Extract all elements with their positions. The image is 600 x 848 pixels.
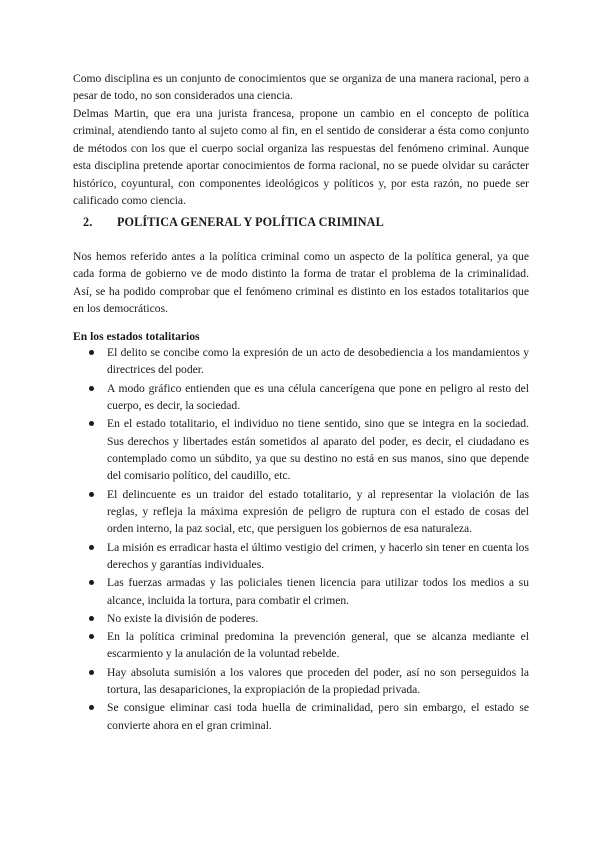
bullet-text: En el estado totalitario, el individuo no tiene sentido, sino que se integra en la sociedad. Sus derechos y libertades están sometidos al aparato del poder, es decir, el ciudadano es contemplado como un súbdito, ya que su destino no está en sus manos, sino que depende del comisario político, del caudillo, etc. [107, 417, 529, 483]
bullet-item [73, 628, 529, 663]
bullet-icon [89, 616, 94, 621]
bullet-icon [89, 705, 94, 710]
bullet-text: Las fuerzas armadas y las policiales tienen licencia para utilizar todos los medios a su alcance, incluida la tortura, para combatir el crimen. [107, 576, 529, 607]
bullet-text: La misión es erradicar hasta el último vestigio del crimen, y hacerlo sin tener en cuenta los derechos y garantías individuales. [107, 540, 529, 572]
bullet-item [73, 574, 529, 609]
bullet-list [73, 344, 529, 735]
bullet-text: El delincuente es un traidor del estado totalitario, y al representar la violación de las reglas, y refleja la máxima expresión de peligro de ruptura con el estado de cosas del orden interno, la paz social, etc, que persiguen los gobiernos de esa naturaleza. [107, 487, 529, 536]
bullet-icon [89, 421, 94, 426]
bullet-icon [89, 386, 94, 391]
bullet-icon [89, 545, 94, 550]
bullet-icon [89, 580, 94, 585]
section-title: POLÍTICA GENERAL Y POLÍTICA CRIMINAL [117, 215, 384, 229]
bullet-icon [89, 670, 94, 675]
bullet-item [73, 380, 529, 415]
section-heading [73, 214, 384, 231]
bullet-item [73, 415, 529, 485]
bullet-item [73, 664, 529, 699]
section-number: 2. [83, 215, 93, 229]
bullet-text: El delito se concibe como la expresión de un acto de desobediencia a los mandamientos y directrices del poder. [107, 346, 529, 377]
bullet-icon [89, 492, 94, 497]
bullet-item [73, 699, 529, 734]
bullet-item [73, 486, 529, 538]
paragraph-delmas-martin: Delmas Martin, que era una jurista francesa, propone un cambio en el concepto de política criminal, atendiendo tanto al sujeto como al fin, en el sentido de considerar a ésta como conjunto de métodos con los que el cuerpo social organiza las respuestas del fenómeno criminal. Aunque esta disciplina pretende aportar conocimientos de forma racional, no se puede olvidar su carácter histórico, coyuntural, con componentes ideológicos y políticos y, por esta razón, no puede ser calificado como ciencia. [73, 107, 529, 208]
paragraph-politica-general: Nos hemos referido antes a la política criminal como un aspecto de la política general, ya que cada forma de gobierno ve de modo distinto la forma de tratar el problema de la criminalidad. Así, se ha podido comprobar que el fenómeno criminal es distinto en los estados totalitarios que en los democráticos. [73, 250, 529, 316]
bullet-item [73, 610, 529, 627]
bullet-icon [89, 634, 94, 639]
bullet-text: Hay absoluta sumisión a los valores que proceden del poder, así no son perseguidos la tortura, las desapariciones, la expropiación de la propiedad privada. [107, 665, 529, 697]
bullet-text: Se consigue eliminar casi toda huella de criminalidad, pero sin embargo, el estado se convierte ahora en el gran criminal. [107, 701, 529, 732]
bullet-text: En la política criminal predomina la prevención general, que se alcanza mediante el escarmiento y la anulación de la voluntad rebelde. [107, 630, 529, 661]
bullet-text: A modo gráfico entienden que es una célula cancerígena que pone en peligro al resto del cuerpo, es decir, la sociedad. [107, 381, 529, 413]
subheading-estados-totalitarios: En los estados totalitarios [73, 330, 200, 343]
bullet-text: No existe la división de poderes. [107, 611, 259, 625]
bullet-item [73, 344, 529, 379]
paragraph-intro: Como disciplina es un conjunto de conocimientos que se organiza de una manera racional, pero a pesar de todo, no son considerados una ciencia. [73, 72, 529, 103]
bullet-icon [89, 350, 94, 355]
bullet-item [73, 539, 529, 574]
